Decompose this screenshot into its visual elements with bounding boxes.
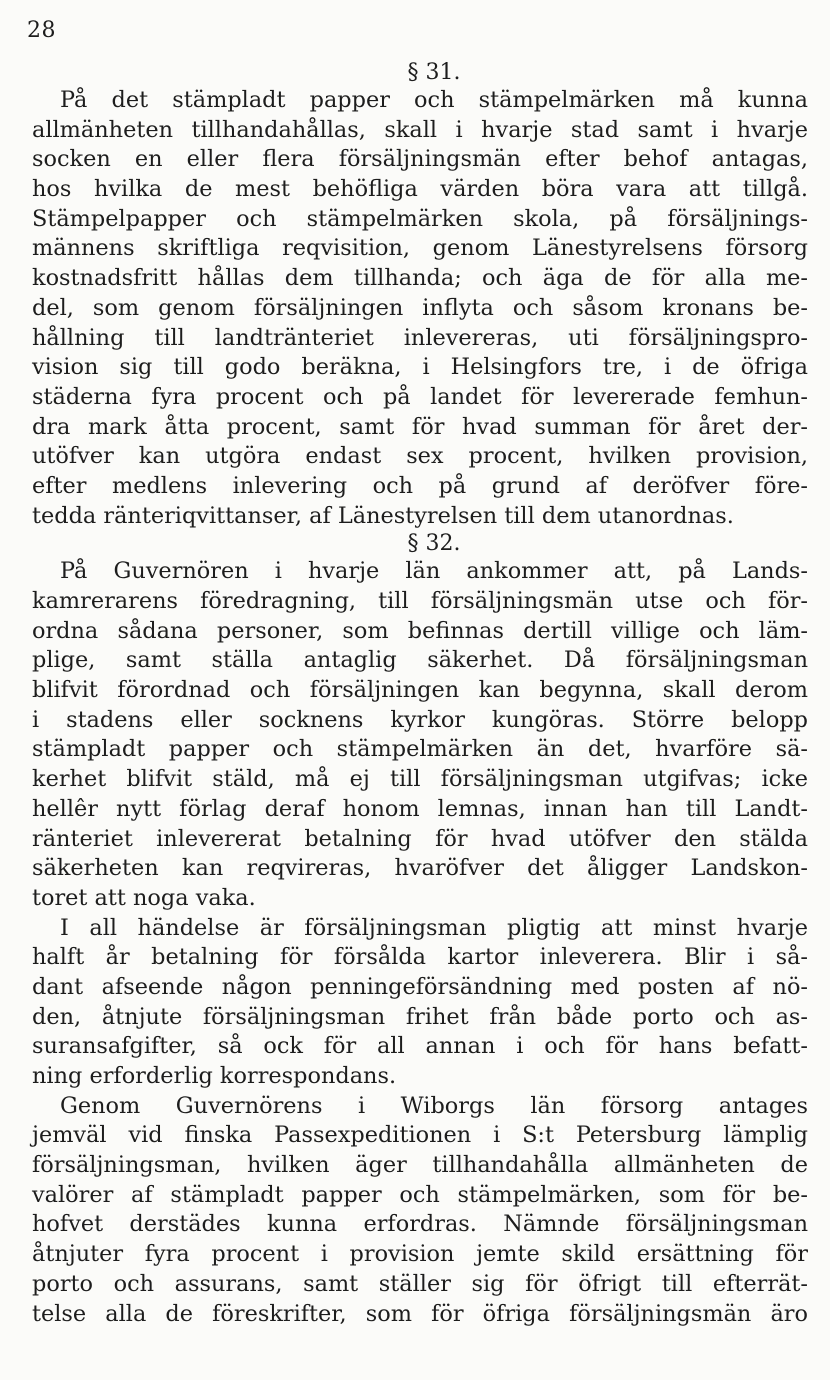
text-line: i stadens eller socknens kyrkor kungöras. Större belopp xyxy=(32,706,808,733)
text-line: dra mark åtta procent, samt för hvad summan för året der- xyxy=(32,413,808,440)
text-line: männens skriftliga reqvisition, genom Länestyrelsens försorg xyxy=(32,235,808,262)
text-line: vision sig till godo beräkna, i Helsingfors tre, i de öfriga xyxy=(32,354,808,381)
text-line: del, som genom försäljningen inflyta och såsom kronans be- xyxy=(32,294,808,321)
text-line: suransafgifter, så ock för all annan i och för hans befatt- xyxy=(32,1033,808,1060)
text-line: hållning till landtränteriet inlevereras, uti försäljningspro- xyxy=(32,324,808,351)
section-32 xyxy=(32,531,808,1329)
text-line: kostnadsfritt hållas dem tillhanda; och äga de för alla me- xyxy=(32,265,808,292)
paragraph xyxy=(32,557,808,913)
text-line: kamrerarens föredragning, till försäljningsmän utse och för- xyxy=(32,588,808,614)
paragraph xyxy=(32,1092,808,1330)
text-line: valörer af stämpladt papper och stämpelmärken, som för be- xyxy=(32,1181,808,1208)
text-line: säkerheten kan reqvireras, hvaröfver det åligger Landskon- xyxy=(32,855,808,882)
text-line: ning erforderlig korrespondans. xyxy=(32,1063,397,1089)
text-line: åtnjuter fyra procent i provision jemte skild ersättning för xyxy=(32,1241,808,1268)
paragraph xyxy=(32,86,808,531)
section-31 xyxy=(32,60,808,531)
text-line: porto och assurans, samt ställer sig för öfrigt till efterrät- xyxy=(32,1270,808,1297)
text-line: efter medlens inlevering och på grund af deröfver före- xyxy=(32,472,808,499)
text-line: städerna fyra procent och på landet för levererade femhun- xyxy=(32,383,808,410)
text-line: I all händelse är försäljningsman pligtig att minst hvarje xyxy=(60,914,808,941)
section-heading: § 31. xyxy=(407,60,461,85)
text-line: På det stämpladt papper och stämpelmärken må kunna xyxy=(60,87,808,113)
text-line: allmänheten tillhandahållas, skall i hvarje stad samt i hvarje xyxy=(32,116,808,143)
text-line: den, åtnjute försäljningsman frihet från både porto och as- xyxy=(32,1003,808,1030)
text-line: ränteriet inlevererat betalning för hvad utöfver den stälda xyxy=(32,825,808,852)
paragraph xyxy=(32,914,808,1092)
text-line: plige, samt ställa antaglig säkerhet. Då försäljningsman xyxy=(32,647,808,674)
text-line: dant afseende någon penningeförsändning med posten af nö- xyxy=(32,973,808,1000)
text-line: jemväl vid finska Passexpeditionen i S:t Petersburg lämplig xyxy=(32,1122,808,1149)
text-line: kerhet blifvit stäld, må ej till försäljningsman utgifvas; icke xyxy=(32,766,808,793)
text-line: stämpladt papper och stämpelmärken än det, hvarföre sä- xyxy=(32,736,808,763)
text-line: Stämpelpapper och stämpelmärken skola, på försäljnings- xyxy=(32,205,808,232)
text-line: blifvit förordnad och försäljningen kan begynna, skall derom xyxy=(32,677,808,704)
page-number: 28 xyxy=(27,18,56,43)
text-line: hellêr nytt förlag deraf honom lemnas, innan han till Landt- xyxy=(32,795,808,822)
text-line: Genom Guvernörens i Wiborgs län försorg antages xyxy=(60,1092,808,1119)
text-line: hos hvilka de mest behöfliga värden böra vara att tillgå. xyxy=(32,176,808,203)
text-line: halft år betalning för försålda kartor inleverera. Blir i så- xyxy=(32,944,808,971)
text-line: hofvet derstädes kunna erfordras. Nämnde försäljningsman xyxy=(32,1211,808,1238)
section-heading: § 32. xyxy=(407,531,461,557)
body-text xyxy=(32,60,808,1329)
text-line: utöfver kan utgöra endast sex procent, hvilken provision, xyxy=(32,443,808,470)
text-line: socken en eller flera försäljningsmän efter behof antagas, xyxy=(32,146,808,173)
text-line: försäljningsman, hvilken äger tillhandahålla allmänheten de xyxy=(32,1152,808,1179)
text-line: telse alla de föreskrifter, som för öfriga försäljningsmän äro xyxy=(32,1300,808,1327)
text-line: ordna sådana personer, som befinnas dertill villige och läm- xyxy=(32,617,808,644)
text-line: toret att noga vaka. xyxy=(32,884,256,911)
text-line: tedda ränteriqvittanser, af Länestyrelsen till dem utanordnas. xyxy=(32,502,734,529)
text-line: På Guvernören i hvarje län ankommer att, på Lands- xyxy=(60,558,808,585)
